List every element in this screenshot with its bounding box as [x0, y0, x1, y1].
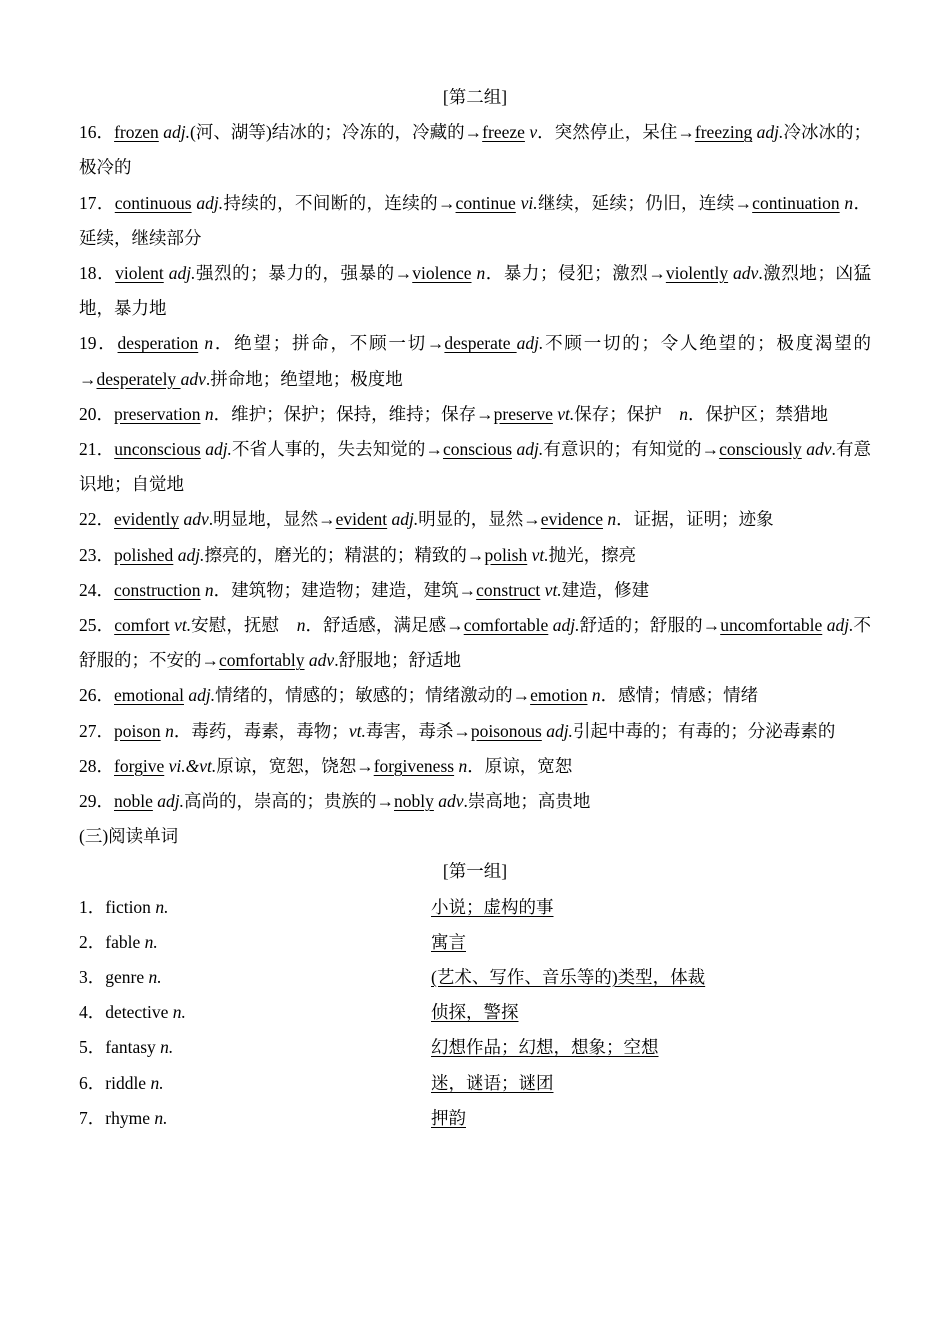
part-of-speech: n.: [154, 1107, 168, 1128]
definition-text: 强烈的；暴力的，强暴的→: [195, 263, 413, 284]
entry-number: 21．: [79, 439, 115, 460]
entry-number: 18．: [79, 263, 116, 284]
vocab-word: consciously: [719, 439, 802, 460]
entry-number: 23．: [79, 544, 114, 565]
part-of-speech: adj.: [188, 685, 216, 706]
entry-number: 17．: [79, 192, 115, 213]
vocab-word: evident: [335, 509, 388, 530]
vocab-entry: [79, 432, 871, 502]
part-of-speech: n.: [155, 896, 169, 917]
part-of-speech: adj.: [516, 439, 544, 460]
part-of-speech: n: [204, 403, 214, 424]
part-of-speech: n: [679, 403, 689, 424]
vocab-word: violent: [115, 263, 164, 284]
part-of-speech: adv: [806, 439, 832, 460]
definition-text: .明显地，显然→: [208, 509, 336, 530]
definition-text: 冷冰冰的；极冷的: [79, 122, 872, 178]
definition-text: 保存；保护: [574, 403, 680, 424]
definition-text: 高尚的，崇高的；贵族的→: [184, 791, 395, 812]
part-of-speech: adv: [733, 263, 759, 284]
vocab-word: comfortably: [219, 650, 305, 671]
reading-word-row: [79, 1030, 871, 1065]
part-of-speech: vt.: [174, 615, 192, 636]
part-of-speech: adv: [180, 368, 206, 389]
vocab-entry: [79, 397, 871, 432]
part-of-speech: adj.: [157, 791, 185, 812]
vocab-entry: [79, 678, 871, 713]
part-of-speech: n: [204, 333, 214, 354]
vocab-entry: [79, 326, 871, 396]
vocab-word: preserve: [493, 403, 553, 424]
entry-number: 19．: [79, 333, 118, 354]
vocab-word: poison: [114, 720, 161, 741]
vocab-word: evidence: [540, 509, 603, 530]
entry-number: 20．: [79, 403, 114, 424]
reading-word: genre: [105, 967, 145, 988]
vocab-word: poisonous: [470, 720, 542, 741]
vocab-word: continuous: [114, 192, 192, 213]
definition-text: ．绝望；拼命，不顾一切→: [213, 333, 445, 354]
vocab-word: desperate: [444, 333, 517, 354]
definition-text: 擦亮的，磨光的；精湛的；精致的→: [204, 544, 485, 565]
vocab-entry: [79, 784, 871, 819]
reading-word-row: [79, 960, 871, 995]
entry-number: 24．: [79, 579, 114, 600]
part-of-speech: vt.: [531, 544, 549, 565]
vocab-word: polish: [484, 544, 528, 565]
definition-text: .有意识地；自觉地: [79, 439, 872, 495]
part-of-speech: adj.: [168, 263, 196, 284]
definition-text: 安慰，抚慰: [191, 615, 297, 636]
vocab-word: emotion: [530, 685, 588, 706]
document-content: [79, 80, 871, 1136]
entry-number: 22．: [79, 509, 114, 530]
part-of-speech: n.: [144, 931, 158, 952]
reading-word-row: [79, 1066, 871, 1101]
part-of-speech: n.: [148, 967, 162, 988]
definition-text: ．舒适感，满足感→: [305, 615, 464, 636]
part-of-speech: adj.: [196, 192, 224, 213]
part-of-speech: adj.: [205, 439, 232, 460]
part-of-speech: adv: [308, 650, 335, 671]
definition-text: ．感情；情感；情绪: [600, 685, 759, 706]
part-of-speech: adj.: [546, 720, 573, 741]
reading-word: fiction: [105, 896, 151, 917]
entry-number: 4．: [79, 1002, 106, 1023]
vocab-entry: [79, 186, 871, 256]
vocab-word: forgiveness: [373, 755, 455, 776]
vocab-word: violently: [665, 263, 729, 284]
group-two-header: [第二组]: [442, 87, 508, 107]
definition-text: 抛光，擦亮: [548, 544, 637, 565]
vocab-entry: [79, 256, 871, 326]
vocab-entry: [79, 502, 871, 537]
part-of-speech: n: [204, 579, 214, 600]
definition-text: .舒服地；舒适地: [334, 650, 462, 671]
vocab-word: freezing: [694, 122, 753, 143]
reading-word: rhyme: [105, 1107, 150, 1128]
entry-number: 5．: [79, 1037, 106, 1058]
definition-text: 毒害，毒杀→: [365, 720, 471, 741]
reading-word: fantasy: [105, 1037, 156, 1058]
part-of-speech: v: [529, 122, 538, 143]
vocab-word: polished: [114, 544, 174, 565]
definition-text: ．突然停止，呆住→: [537, 122, 695, 143]
reading-word-meaning: 幻想作品；幻想，想象；空想: [431, 1037, 659, 1058]
reading-word-term: [79, 925, 158, 960]
vocab-word: comfort: [114, 615, 170, 636]
definition-text: ．证据，证明；迹象: [616, 509, 774, 530]
reading-word-term: [79, 995, 186, 1030]
vocab-word: desperation: [117, 333, 199, 354]
part-of-speech: n.: [172, 1002, 186, 1023]
definition-text: 继续，延续；仍旧，连续→: [537, 192, 753, 213]
vocab-word: evidently: [114, 509, 180, 530]
vocab-word: desperately: [96, 368, 181, 389]
definition-text: 有意识的；有知觉的→: [543, 439, 720, 460]
part-of-speech: n: [844, 192, 854, 213]
vocab-entry: [79, 714, 871, 749]
vocab-entry: [79, 115, 871, 185]
entry-number: 26．: [79, 685, 114, 706]
part-of-speech: vi.&vt.: [168, 755, 217, 776]
vocab-entries: [79, 115, 871, 819]
part-of-speech: adj.: [552, 615, 580, 636]
vocab-word: conscious: [442, 439, 513, 460]
definition-text: .激烈地；凶猛地，暴力地: [79, 263, 872, 319]
reading-word-term: [79, 890, 168, 925]
entry-number: 27．: [79, 720, 114, 741]
part-of-speech: adj.: [826, 615, 854, 636]
vocab-word: continue: [455, 192, 516, 213]
part-of-speech: vi.: [520, 192, 538, 213]
definition-text: .崇高地；高贵地: [463, 791, 591, 812]
reading-word-meaning: (艺术、写作、音乐等的)类型，体裁: [431, 967, 706, 988]
reading-word-meaning: 小说；虚构的事: [431, 896, 554, 917]
reading-word-term: [79, 1030, 173, 1065]
part-of-speech: vt.: [544, 579, 562, 600]
section-title: (三)阅读单词: [79, 826, 179, 847]
reading-word-list: [79, 890, 871, 1136]
part-of-speech: n: [296, 615, 306, 636]
reading-word: riddle: [105, 1072, 147, 1093]
vocab-word: uncomfortable: [720, 615, 823, 636]
definition-text: 明显的，显然→: [418, 509, 541, 530]
vocab-entry: [79, 608, 871, 678]
reading-word: fable: [105, 931, 141, 952]
vocab-word: forgive: [114, 755, 165, 776]
vocab-word: nobly: [394, 791, 434, 812]
entry-number: 3．: [79, 967, 106, 988]
reading-word-meaning: 迷，谜语；谜团: [431, 1072, 554, 1093]
definition-text: ．保护区；禁猎地: [688, 403, 829, 424]
vocab-word: freeze: [482, 122, 525, 143]
vocab-word: continuation: [752, 192, 840, 213]
part-of-speech: adj.: [177, 544, 205, 565]
definition-text: 不省人事的，失去知觉的→: [231, 439, 443, 460]
part-of-speech: vt.: [348, 720, 366, 741]
part-of-speech: vt.: [557, 403, 575, 424]
part-of-speech: n: [165, 720, 174, 741]
vocab-word: comfortable: [463, 615, 549, 636]
part-of-speech: adj.: [391, 509, 419, 530]
reading-word-meaning: 寓言: [431, 931, 466, 952]
part-of-speech: n.: [160, 1037, 174, 1058]
reading-word-term: [79, 960, 162, 995]
vocab-word: preservation: [114, 403, 201, 424]
entry-number: 29．: [79, 791, 114, 812]
entry-number: 7．: [79, 1107, 106, 1128]
entry-number: 25．: [79, 615, 115, 636]
vocab-word: noble: [114, 791, 153, 812]
reading-word-term: [79, 1101, 167, 1136]
entry-number: 1．: [79, 896, 106, 917]
definition-text: (河、湖等)结冰的；冷冻的，冷藏的→: [189, 122, 483, 143]
reading-word-meaning: 侦探，警探: [431, 1002, 519, 1023]
entry-number: 28．: [79, 755, 114, 776]
reading-word-row: [79, 995, 871, 1030]
definition-text: ．毒药，毒素，毒物；: [173, 720, 349, 741]
definition-text: 舒适的；舒服的→: [579, 615, 721, 636]
definition-text: 情绪的，情感的；敏感的；情绪激动的→: [215, 685, 531, 706]
part-of-speech: n: [607, 509, 617, 530]
vocab-word: frozen: [114, 122, 159, 143]
group-one-header: [第一组]: [442, 861, 508, 882]
vocab-word: construct: [476, 579, 541, 600]
definition-text: ．建筑物；建造物；建造，建筑→: [213, 579, 477, 600]
definition-text: 不顾一切的；令人绝望的；极度渴望的→: [79, 333, 872, 389]
part-of-speech: adj.: [756, 122, 784, 143]
vocab-word: construction: [114, 579, 201, 600]
entry-number: 6．: [79, 1072, 106, 1093]
part-of-speech: n: [476, 263, 486, 284]
part-of-speech: adj.: [163, 122, 190, 143]
part-of-speech: n: [591, 685, 601, 706]
part-of-speech: adj.: [516, 333, 544, 354]
vocab-word: unconscious: [114, 439, 201, 460]
reading-word: detective: [105, 1002, 169, 1023]
part-of-speech: n: [458, 755, 468, 776]
part-of-speech: adv: [183, 509, 209, 530]
reading-word-row: [79, 925, 871, 960]
part-of-speech: n.: [150, 1072, 164, 1093]
vocab-word: emotional: [114, 685, 184, 706]
definition-text: 不舒服的；不安的→: [79, 615, 872, 671]
entry-number: 2．: [79, 931, 106, 952]
definition-text: ．维护；保护；保持，维持；保存→: [213, 403, 494, 424]
vocab-entry: [79, 573, 871, 608]
definition-text: ．延续，继续部分: [79, 192, 872, 248]
vocab-entry: [79, 538, 871, 573]
definition-text: 原谅，宽恕，饶恕→: [216, 755, 374, 776]
definition-text: 引起中毒的；有毒的；分泌毒素的: [572, 720, 836, 741]
definition-text: 持续的，不间断的，连续的→: [223, 192, 456, 213]
vocab-word: violence: [412, 263, 472, 284]
definition-text: ．暴力；侵犯；激烈→: [485, 263, 666, 284]
reading-word-row: [79, 890, 871, 925]
definition-text: ．原谅，宽恕: [467, 755, 573, 776]
definition-text: 建造，修建: [561, 579, 650, 600]
entry-number: 16．: [79, 122, 115, 143]
reading-word-meaning: 押韵: [431, 1107, 466, 1128]
reading-word-row: [79, 1101, 871, 1136]
definition-text: .拼命地；绝望地；极度地: [205, 368, 403, 389]
reading-word-term: [79, 1066, 164, 1101]
part-of-speech: adv: [438, 791, 464, 812]
vocab-entry: [79, 749, 871, 784]
